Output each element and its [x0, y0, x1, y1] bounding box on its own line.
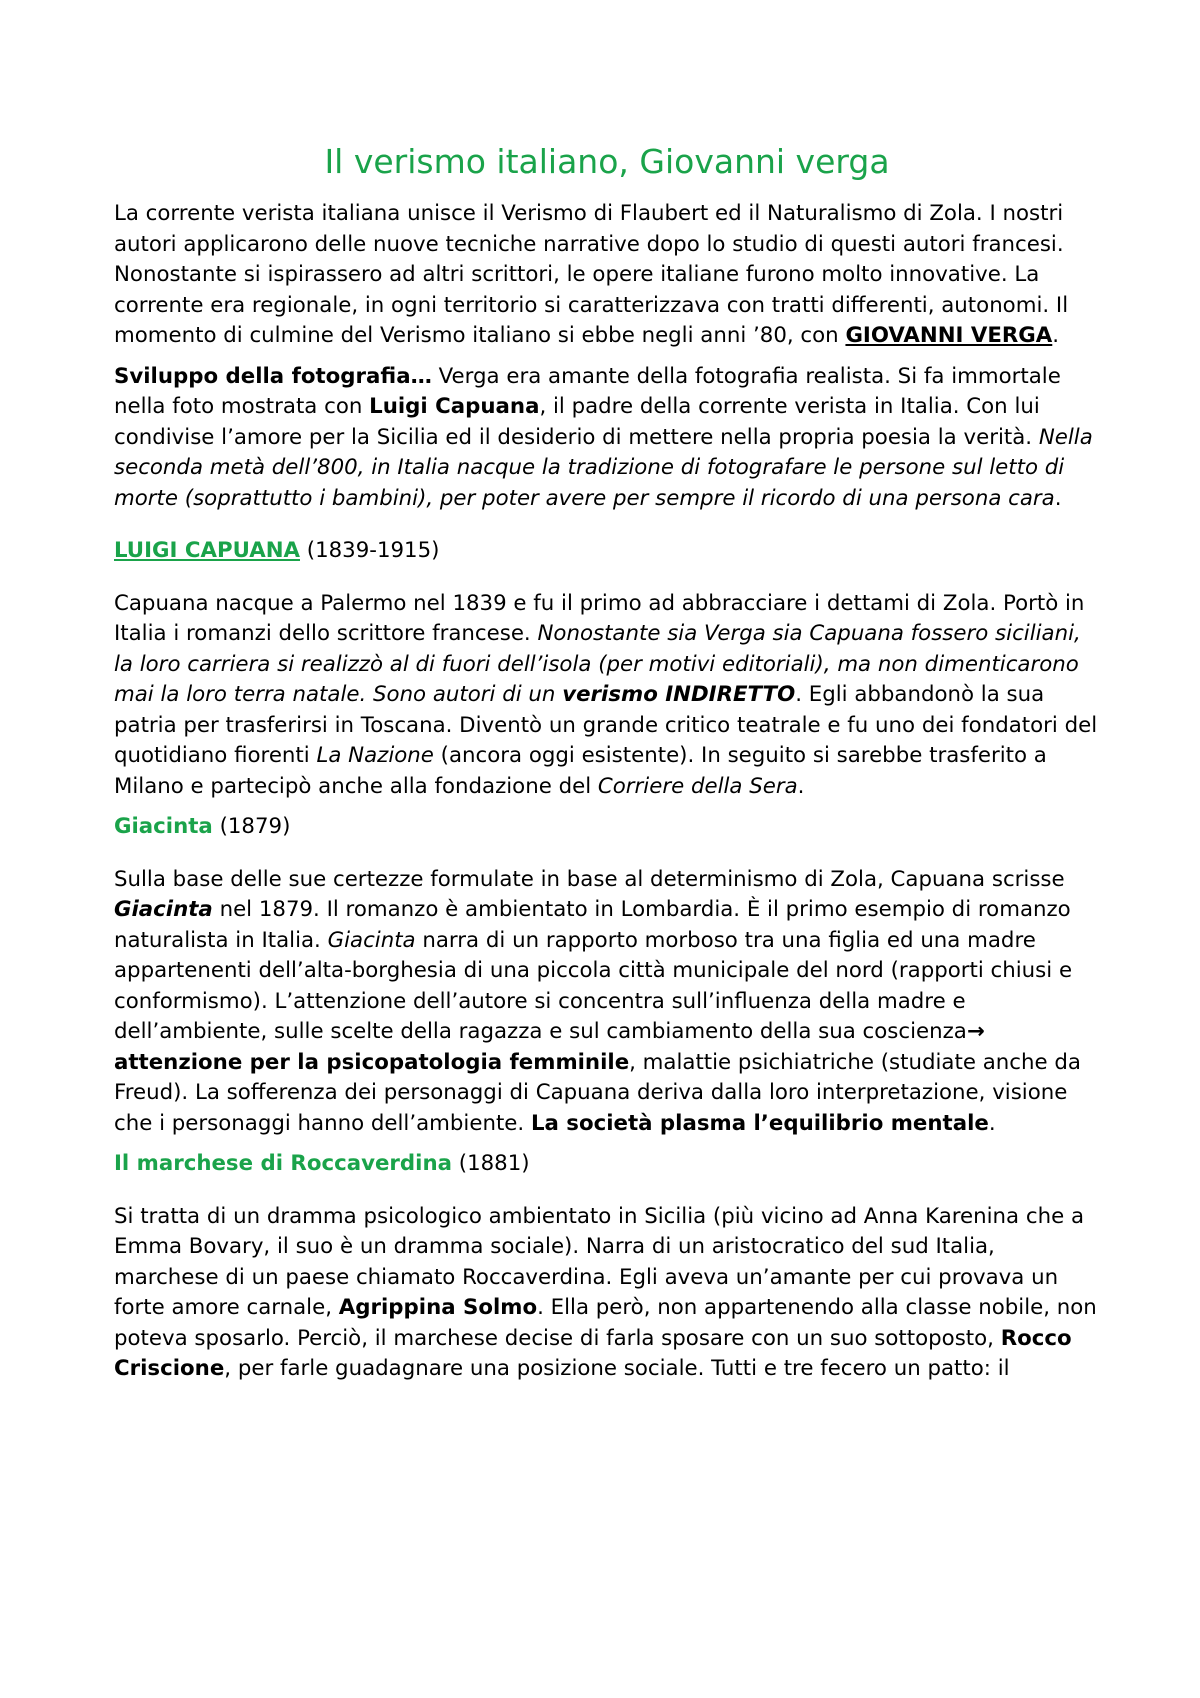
capuana-heading [114, 536, 1100, 567]
capuana-bio-text-2: . Egli abbandonò la sua patria per trasferirsi in Toscana. Diventò un grande critico teatrale e fu uno dei fondatori del quotidiano fiorenti [114, 682, 1098, 768]
fotografia-italic: Nella seconda metà dell’800, in Italia nacque la tradizione di fotografare le persone sul letto di morte (soprattutto i bambini), per poter avere per sempre il ricordo di una persona cara [114, 424, 1093, 511]
capuana-bio-italic: Nonostante sia Verga sia Capuana fossero siciliani, la loro carriera si realizzò al di fuori dell’isola (per motivi editoriali), ma non dimenticarono mai la loro terra natale. Sono autori di un [114, 621, 1081, 707]
la-nazione-title: La Nazione [316, 743, 434, 768]
intro-text: La corrente verista italiana unisce il Verismo di Flaubert ed il Naturalismo di Zola. I nostri autori applicarono delle nuove tecniche narrative dopo lo studio di questi autori francesi. Nonostante si ispirassero ad altri scrittori, le opere italiane furono molto innovative. La corrente era regionale, in ogni territorio si caratterizzava con tratti differenti, autonomi. Il momento di culmine del Verismo italiano si ebbe negli anni ’80, con [114, 201, 1069, 348]
giacinta-title-2: Giacinta [327, 927, 416, 953]
giacinta-text-4: , malattie psichiatriche (studiate anche da Freud). La sofferenza dei personaggi di Capuana deriva dalla loro interpretazione, visione che i personaggi hanno dell’ambiente. [114, 1049, 1081, 1136]
corriere-title: Corriere della Sera [597, 773, 798, 799]
psicopatologia-bold: attenzione per la psicopatologia femminile [114, 1049, 630, 1075]
giacinta-title-1: Giacinta [114, 897, 213, 922]
fotografia-paragraph [114, 362, 1100, 515]
giacinta-paragraph [114, 865, 1100, 1140]
giacinta-heading [114, 812, 1100, 843]
fotografia-lead: Sviluppo della fotografia… [114, 363, 432, 389]
fotografia-end: . [1054, 485, 1062, 511]
fotografia-text: Verga era amante della fotografia realista. Si fa immortale nella foto mostrata con [114, 363, 1061, 419]
luigi-capuana-name: Luigi Capuana [369, 394, 540, 419]
giacinta-heading-title: Giacinta [114, 814, 213, 839]
marchese-text-3: , per farle guadagnare una posizione sociale. Tutti e tre fecero un patto: il [224, 1356, 1010, 1381]
giacinta-text-3: narra di un rapporto morboso tra una figlia ed una madre appartenenti dell’alta-borghesia di una piccola città municipale del nord (rapporti chiusi e conformismo). L’attenzione dell’autore si concentra sull’influenza della madre e dell’ambiente, sulle scelte della ragazza e sul cambiamento della sua coscienza [114, 927, 1073, 1044]
marchese-paragraph [114, 1202, 1100, 1385]
agrippina-solmo: Agrippina Solmo [338, 1295, 538, 1320]
capuana-bio-text: Capuana nacque a Palermo nel 1839 e fu il primo ad abbracciare i dettami di Zola. Portò in Italia i romanzi dello scrittore francese. [114, 590, 1085, 646]
verismo-indiretto: verismo INDIRETTO [562, 682, 796, 707]
giacinta-end: . [988, 1110, 996, 1136]
giacinta-years: (1879) [212, 814, 291, 839]
marchese-heading [114, 1149, 1100, 1180]
giovanni-verga-link: GIOVANNI VERGA [845, 323, 1053, 348]
intro-end: . [1052, 323, 1060, 348]
capuana-bio-end: . [797, 773, 805, 799]
fotografia-text-2: , il padre della corrente verista in Italia. Con lui condivise l’amore per la Sicilia ed il desiderio di mettere nella propria poesia la verità. [114, 394, 1040, 450]
capuana-bio-paragraph [114, 589, 1100, 803]
arrow-icon: → [966, 1019, 985, 1044]
rocco-criscione: Rocco Criscione [114, 1325, 1072, 1381]
intro-paragraph [114, 199, 1100, 352]
marchese-heading-title: Il marchese di Roccaverdina [114, 1151, 452, 1176]
capuana-years: (1839-1915) [300, 538, 440, 563]
giacinta-text: Sulla base delle sue certezze formulate in base al determinismo di Zola, Capuana scrisse [114, 866, 1065, 892]
marchese-text: Si tratta di un dramma psicologico ambientato in Sicilia (più vicino ad Anna Karenina che a Emma Bovary, il suo è un dramma sociale). Narra di un aristocratico del sud Italia, marchese di un paese chiamato Roccaverdina. Egli aveva un’amante per cui provava un forte amore carnale, [114, 1203, 1085, 1320]
capuana-bio-text-3: (ancora oggi esistente). In seguito si sarebbe trasferito a Milano e partecipò anche alla fondazione del [114, 743, 1047, 799]
capuana-heading-link[interactable]: LUIGI CAPUANA [114, 538, 300, 563]
marchese-years: (1881) [451, 1151, 530, 1176]
marchese-text-2: . Ella però, non appartenendo alla classe nobile, non poteva sposarlo. Perciò, il marchese decise di farla sposare con un suo sottoposto, [114, 1295, 1097, 1351]
page-title: Il verismo italiano, Giovanni verga [324, 142, 890, 181]
giacinta-text-2: nel 1879. Il romanzo è ambientato in Lombardia. È il primo esempio di romanzo naturalista in Italia. [114, 897, 1071, 953]
societa-bold: La società plasma l’equilibrio mentale [530, 1110, 989, 1136]
